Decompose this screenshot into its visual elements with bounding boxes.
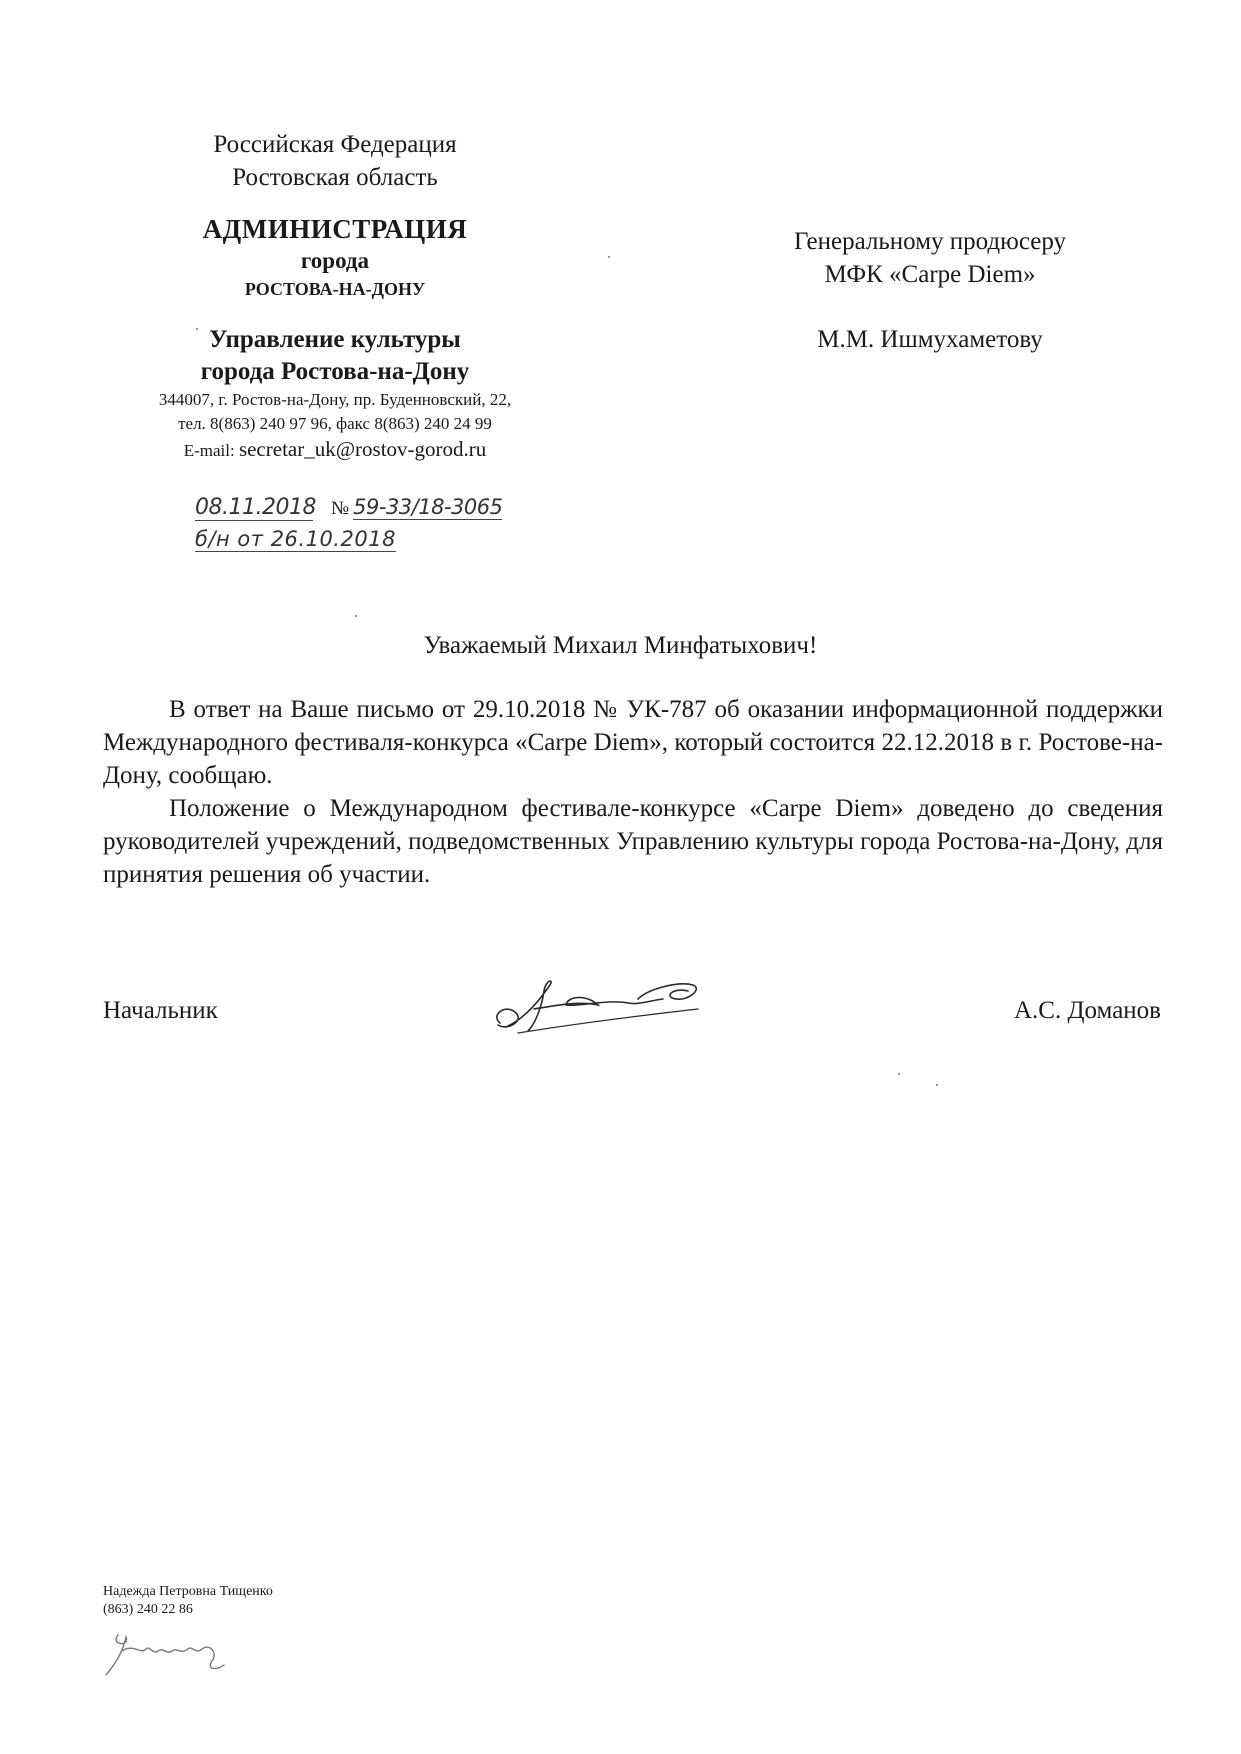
body-paragraph-2: Положение о Международном фестивале-конкурсе «Carpe Diem» доведено до сведения руководителей учреждений, подведомственных Управлению культуры города Ростова-на-Дону, для принятия решения об участии. [103, 795, 1163, 888]
letterhead-country: Российская Федерация [213, 131, 457, 158]
scan-speck [608, 256, 610, 258]
executor-name: Надежда Петровна Тищенко [103, 1584, 273, 1599]
letterhead-department-line2: города Ростова-на-Дону [200, 358, 470, 385]
registration-row-2 [195, 527, 555, 559]
scan-speck [355, 615, 357, 617]
scan-speck [898, 1073, 900, 1075]
salutation: Уважаемый Михаил Минфатыхович! [423, 632, 818, 659]
letterhead-address: 344007, г. Ростов-на-Дону, пр. Буденновский, 22, [158, 390, 512, 409]
executor-phone: (863) 240 22 86 [103, 1602, 193, 1617]
registration-number: 59-33/18-3065 [353, 495, 503, 519]
registration-number-label: № [331, 498, 350, 519]
scan-speck [936, 1084, 938, 1086]
letter-body [103, 693, 1163, 891]
addressee-name: М.М. Ишмухаметову [817, 326, 1043, 353]
addressee-line1: Генеральному продюсеру [793, 228, 1066, 255]
letterhead-administration: АДМИНИСТРАЦИЯ [202, 214, 468, 244]
body-paragraph-1: В ответ на Ваше письмо от 29.10.2018 № УК-787 об оказании информационной поддержки Международного фестиваля-конкурса «Carpe Diem», который состоится 22.12.2018 в г. Ростове-на-Дону, сообщаю. [103, 696, 1163, 789]
handwritten-signature [488, 965, 718, 1040]
letterhead-region: Ростовская область [232, 164, 438, 191]
letterhead [95, 128, 575, 464]
letterhead-city-name: РОСТОВА-НА-ДОНУ [244, 279, 426, 299]
addressee-block [720, 225, 1140, 356]
addressee-line2: МФК «Carpe Diem» [824, 261, 1036, 288]
email-label: E-mail: [183, 441, 235, 460]
scan-speck [196, 328, 198, 330]
letterhead-email-row [95, 436, 575, 464]
signatory-title: Начальник [103, 997, 218, 1024]
executor-initials-handwriting [100, 1625, 250, 1680]
registration-date: 08.11.2018 [195, 495, 316, 520]
letterhead-city-word: города [300, 248, 370, 273]
registration-row-1 [195, 495, 555, 527]
letterhead-phones: тел. 8(863) 240 97 96, факс 8(863) 240 24 99 [178, 414, 492, 433]
registration-reference: б/н от 26.10.2018 [195, 527, 396, 551]
letterhead-department-line1: Управление культуры [209, 326, 461, 353]
executor-block [103, 1583, 273, 1619]
signatory-name: А.С. Доманов [1014, 997, 1161, 1024]
email-address: secretar_uk@rostov-gorod.ru [238, 437, 487, 461]
registration-stamp [195, 495, 555, 559]
